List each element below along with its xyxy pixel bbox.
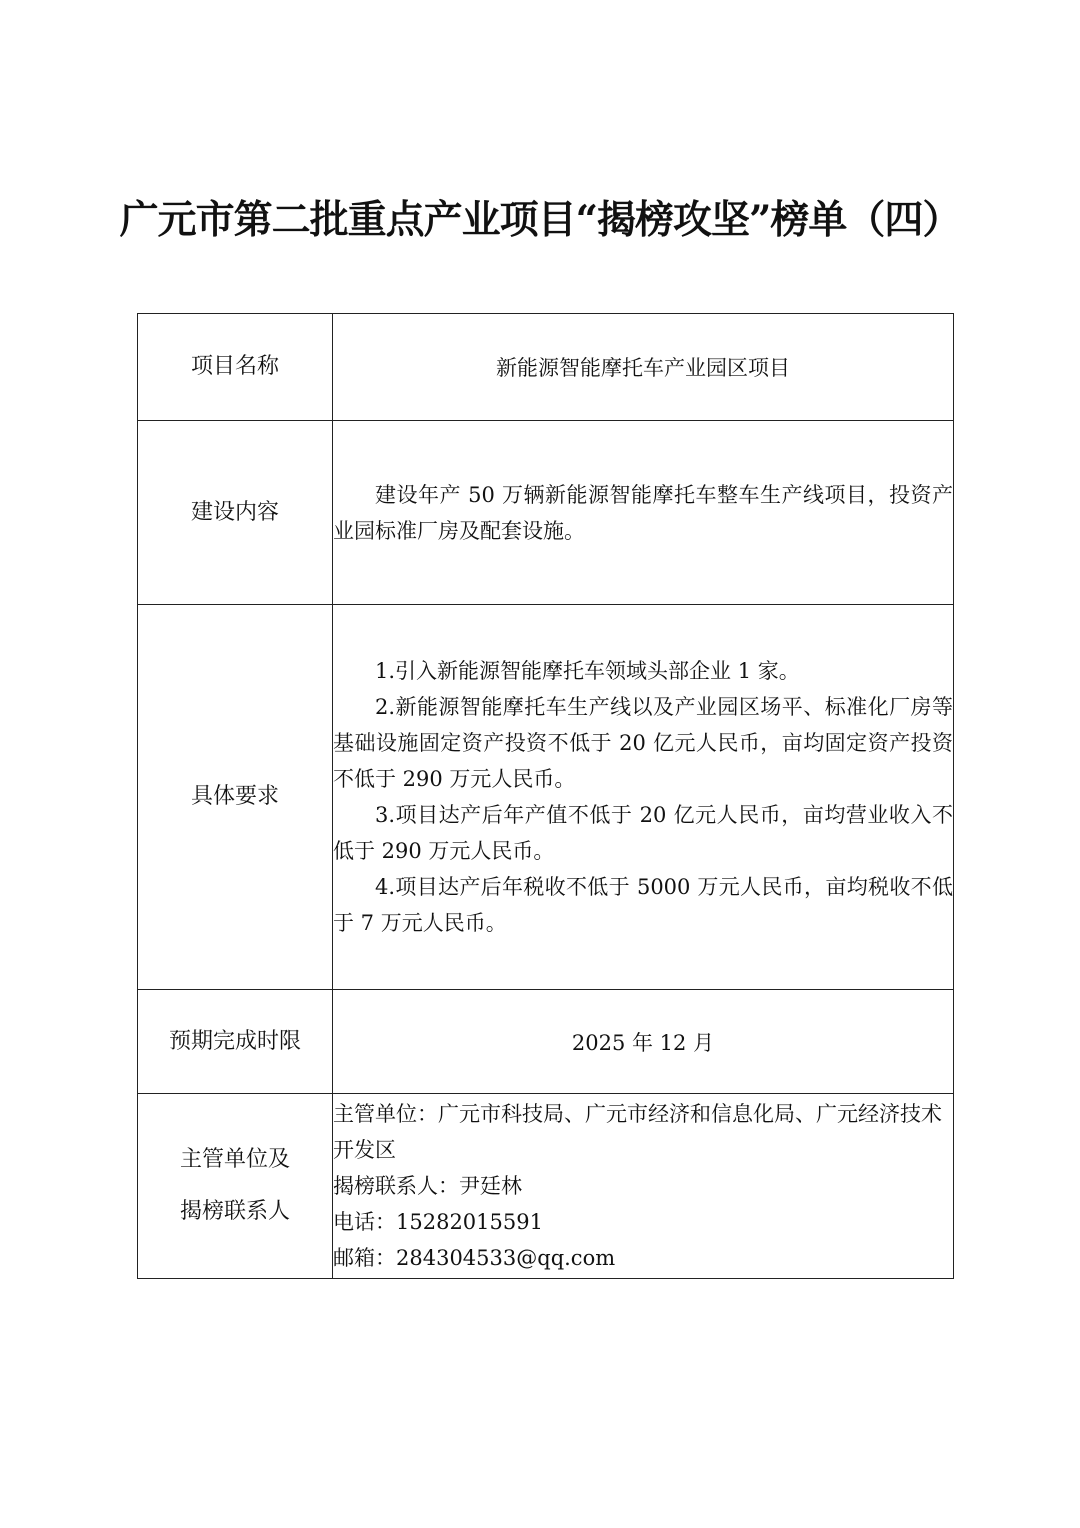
contact-phone: 电话：15282015591 (333, 1210, 543, 1234)
construction-value: 建设年产 50 万辆新能源智能摩托车整车生产线项目，投资产业园标准厂房及配套设施。 (333, 482, 953, 543)
table-row-contact (138, 1094, 954, 1279)
requirement-item-4: 4.项目达产后年税收不低于 5000 万元人民币，亩均税收不低于 7 万元人民币。 (333, 875, 953, 935)
contact-label-line-2: 揭榜联系人 (179, 1199, 290, 1224)
document-title: 广元市第二批重点产业项目“揭榜攻坚”榜单（四） (119, 197, 961, 243)
contact-cell (333, 1094, 954, 1279)
contact-email: 邮箱：284304533@qq.com (333, 1246, 616, 1270)
requirements-cell (333, 605, 954, 990)
project-name-value: 新能源智能摩托车产业园区项目 (333, 314, 954, 421)
requirement-item-1: 1.引入新能源智能摩托车领域头部企业 1 家。 (375, 659, 800, 683)
table-row-construction (138, 421, 954, 605)
supervising-units: 主管单位：广元市科技局、广元市经济和信息化局、广元经济技术开发区 (333, 1102, 942, 1162)
table-row-project-name (138, 314, 954, 421)
requirements-label: 具体要求 (138, 605, 333, 990)
contact-label (138, 1094, 333, 1279)
table-row-requirements (138, 605, 954, 990)
deadline-label: 预期完成时限 (138, 990, 333, 1094)
construction-cell (333, 421, 954, 605)
contact-person: 揭榜联系人：尹廷林 (333, 1174, 522, 1198)
project-name-label: 项目名称 (138, 314, 333, 421)
contact-label-line-1: 主管单位及 (179, 1147, 290, 1172)
construction-label: 建设内容 (138, 421, 333, 605)
requirement-item-3: 3.项目达产后年产值不低于 20 亿元人民币，亩均营业收入不低于 290 万元人民币。 (333, 803, 953, 863)
deadline-value: 2025 年 12 月 (333, 990, 954, 1094)
requirement-item-2: 2.新能源智能摩托车生产线以及产业园区场平、标准化厂房等基础设施固定资产投资不低于 20 亿元人民币，亩均固定资产投资不低于 290 万元人民币。 (333, 695, 953, 791)
project-requirements-table (137, 313, 954, 1279)
table-row-deadline (138, 990, 954, 1094)
